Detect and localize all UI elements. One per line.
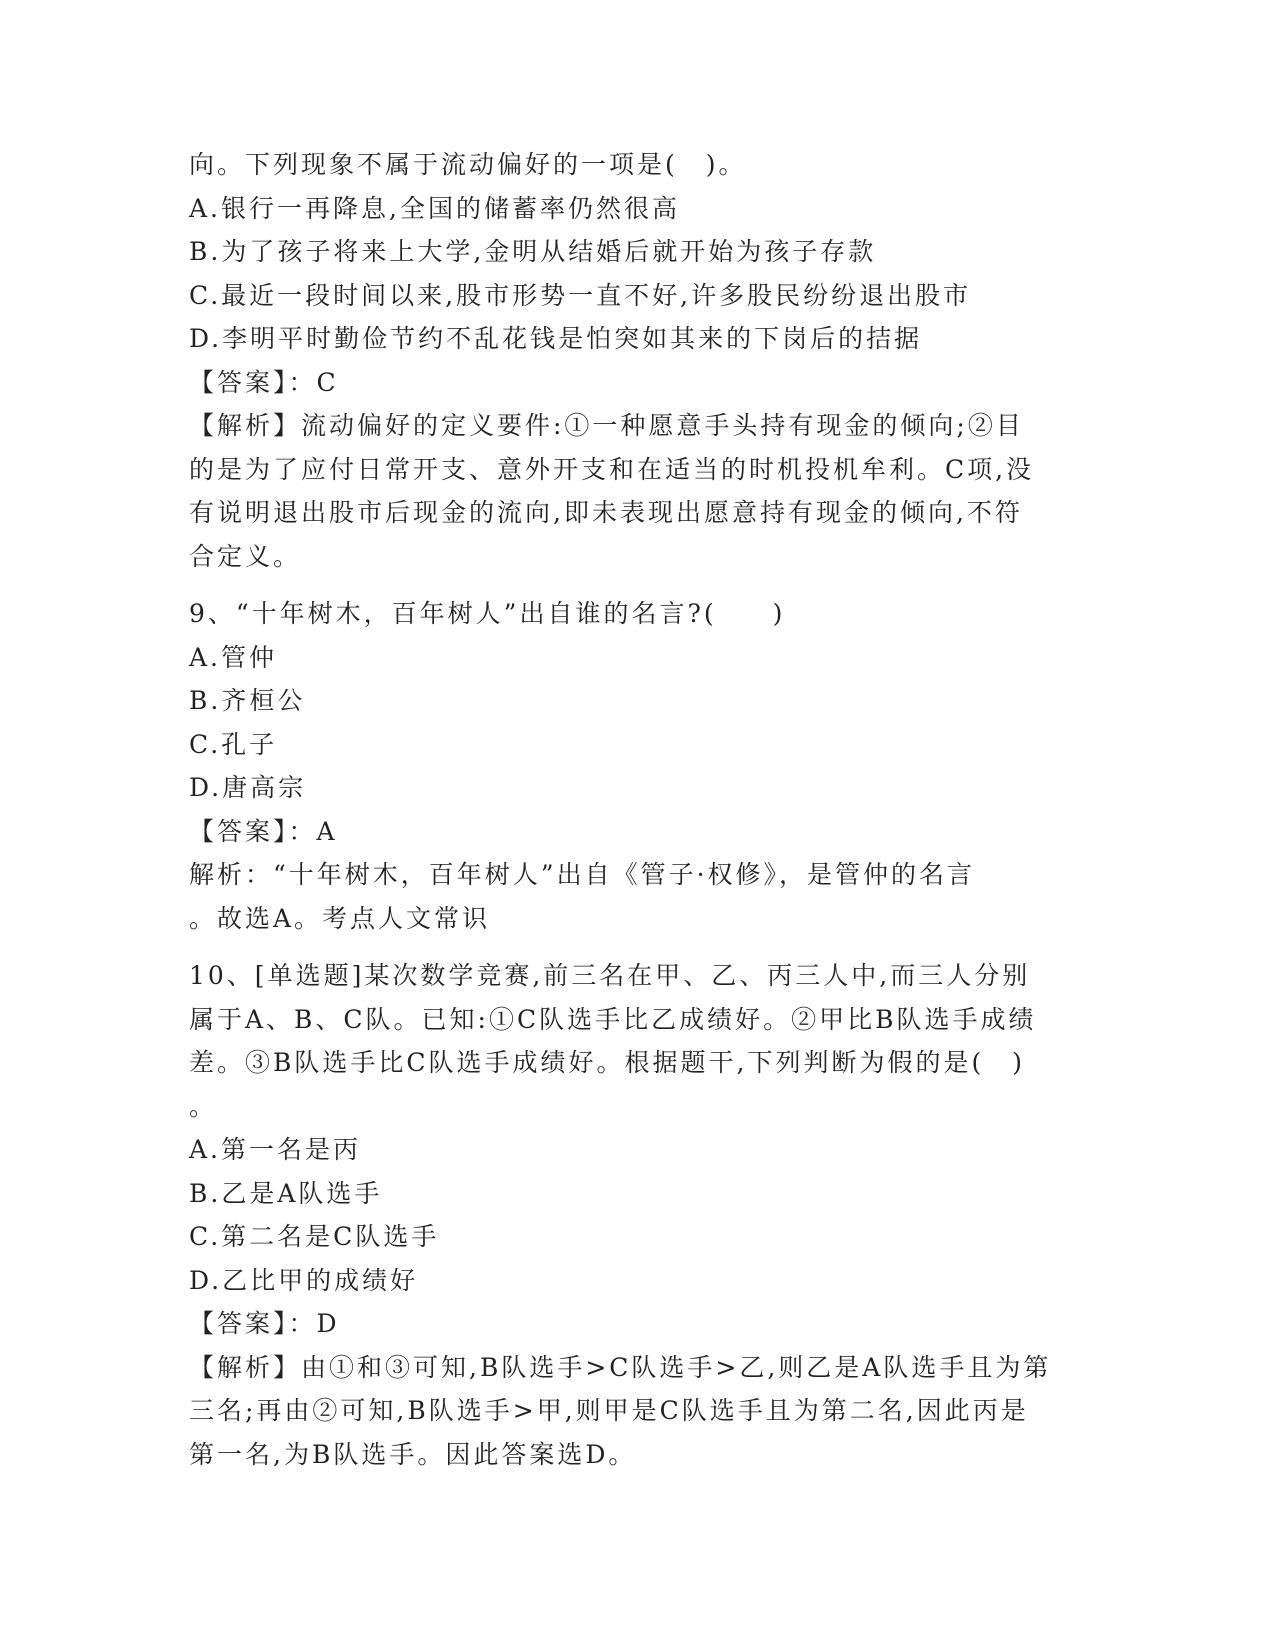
question-8-block — [189, 143, 1089, 578]
question-8-answer: 【答案】：C — [189, 367, 339, 397]
question-10-analysis-line-2: 三名;再由②可知,B队选手>甲,则甲是C队选手且为第二名,因此丙是 — [189, 1396, 1029, 1425]
question-10-option-d: D.乙比甲的成绩好 — [189, 1265, 419, 1295]
question-9-option-c: C.孔子 — [189, 729, 278, 759]
question-9-analysis-line-1: 解析：“十年树木，百年树人”出自《管子·权修》，是管仲的名言 — [189, 860, 976, 889]
question-10-stem-line-2: 属于A、B、C队。已知:①C队选手比乙成绩好。②甲比B队选手成绩 — [189, 1004, 1037, 1034]
document-page — [189, 143, 1089, 1476]
question-9-block — [189, 592, 1089, 940]
question-10-analysis-line-1: 【解析】由①和③可知,B队选手>C队选手>乙,则乙是A队选手且为第 — [189, 1352, 1052, 1382]
question-10-analysis-line-3: 第一名,为B队选手。因此答案选D。 — [189, 1439, 637, 1469]
question-8-option-d: D.李明平时勤俭节约不乱花钱是怕突如其来的下岗后的拮据 — [189, 324, 923, 353]
question-10-stem-line-4: 。 — [189, 1091, 218, 1121]
question-8-option-a: A.银行一再降息,全国的储蓄率仍然很高 — [189, 193, 680, 223]
question-9-answer: 【答案】：A — [189, 816, 338, 846]
question-8-analysis-line-4: 合定义。 — [189, 541, 302, 571]
question-10-block — [189, 954, 1089, 1476]
question-9-option-b: B.齐桓公 — [189, 686, 306, 715]
question-8-option-b: B.为了孩子将来上大学,金明从结婚后就开始为孩子存款 — [189, 237, 877, 266]
question-10-option-b: B.乙是A队选手 — [189, 1178, 383, 1208]
question-10-stem-line-3: 差。③B队选手比C队选手成绩好。根据题干,下列判断为假的是( ) — [189, 1048, 1025, 1077]
question-8-stem-tail: 向。下列现象不属于流动偏好的一项是( )。 — [189, 150, 747, 179]
question-9-option-a: A.管仲 — [189, 642, 278, 672]
question-9-analysis-line-2: 。故选A。考点人文常识 — [189, 903, 491, 933]
question-9-option-d: D.唐高宗 — [189, 773, 307, 802]
question-10-stem-line-1: 10、[单选题]某次数学竞赛,前三名在甲、乙、丙三人中,而三人分别 — [189, 961, 1031, 990]
block-spacer — [189, 940, 1089, 954]
question-8-analysis-line-3: 有说明退出股市后现金的流向,即未表现出愿意持有现金的倾向,不符 — [189, 498, 1023, 527]
question-9-stem: 9、“十年树木，百年树人”出自谁的名言?( ) — [189, 599, 786, 628]
block-spacer — [189, 578, 1089, 592]
question-10-option-a: A.第一名是丙 — [189, 1135, 362, 1164]
question-8-option-c: C.最近一段时间以来,股市形势一直不好,许多股民纷纷退出股市 — [189, 280, 972, 310]
question-8-analysis-line-1: 【解析】流动偏好的定义要件:①一种愿意手头持有现金的倾向;②目 — [189, 411, 1024, 440]
question-10-answer: 【答案】：D — [189, 1309, 340, 1338]
question-10-option-c: C.第二名是C队选手 — [189, 1222, 440, 1251]
question-8-analysis-line-2: 的是为了应付日常开支、意外开支和在适当的时机投机牟利。C项,没 — [189, 454, 1035, 484]
